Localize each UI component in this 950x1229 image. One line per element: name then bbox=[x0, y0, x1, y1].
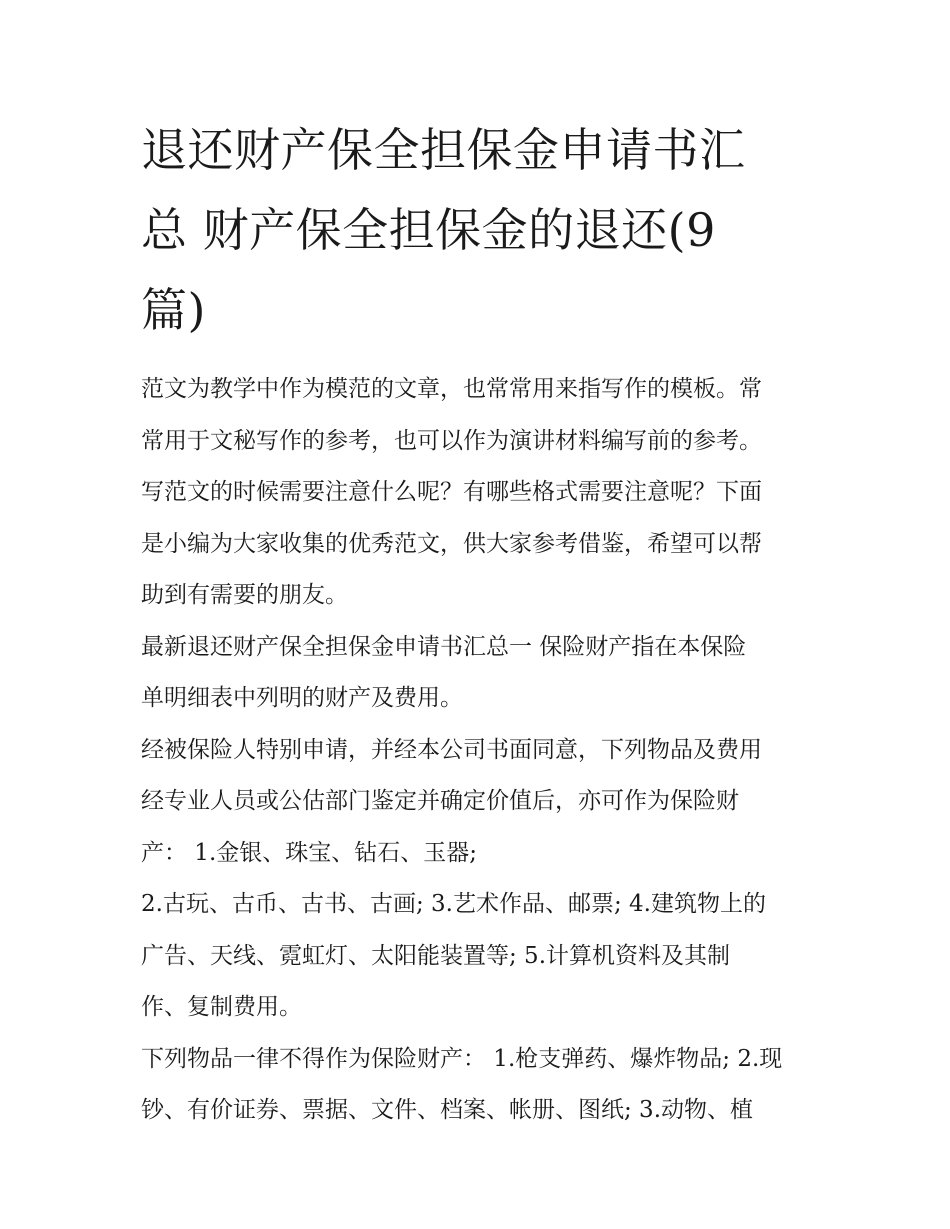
body-line: 范文为教学中作为模范的文章，也常常用来指写作的模板。常 bbox=[141, 376, 762, 402]
document-body bbox=[141, 364, 813, 1137]
body-line: 是小编为大家收集的优秀范文，供大家参考借鉴，希望可以帮 bbox=[141, 530, 762, 557]
body-line: 产： 1.金银、珠宝、钻石、玉器; bbox=[141, 839, 478, 866]
body-line: 下列物品一律不得作为保险财产： 1.枪支弹药、爆炸物品; 2.现 bbox=[141, 1045, 783, 1072]
body-line: 常用于文秘写作的参考，也可以作为演讲材料编写前的参考。 bbox=[141, 427, 762, 454]
body-line: 2.古玩、古币、古书、古画; 3.艺术作品、邮票; 4.建筑物上的 bbox=[141, 891, 766, 917]
body-line: 作、复制费用。 bbox=[141, 994, 302, 1020]
body-line: 单明细表中列明的财产及费用。 bbox=[141, 685, 463, 711]
body-line: 写范文的时候需要注意什么呢？有哪些格式需要注意呢？下面 bbox=[141, 479, 762, 505]
body-line: 最新退还财产保全担保金申请书汇总一 保险财产指在本保险 bbox=[141, 633, 747, 660]
title-line: 篇) bbox=[141, 283, 206, 337]
title-line: 退还财产保全担保金申请书汇 bbox=[141, 123, 746, 177]
body-line: 助到有需要的朋友。 bbox=[141, 582, 348, 608]
title-line: 总 财产保全担保金的退还(9 bbox=[141, 203, 716, 257]
body-line: 钞、有价证券、票据、文件、档案、帐册、图纸; 3.动物、植 bbox=[141, 1097, 754, 1123]
document-page bbox=[141, 110, 813, 1137]
body-line: 经被保险人特别申请，并经本公司书面同意，下列物品及费用 bbox=[141, 736, 762, 763]
document-title bbox=[141, 110, 813, 350]
body-line: 广告、天线、霓虹灯、太阳能装置等; 5.计算机资料及其制 bbox=[141, 942, 731, 969]
body-line: 经专业人员或公估部门鉴定并确定价值后，亦可作为保险财 bbox=[141, 788, 739, 814]
